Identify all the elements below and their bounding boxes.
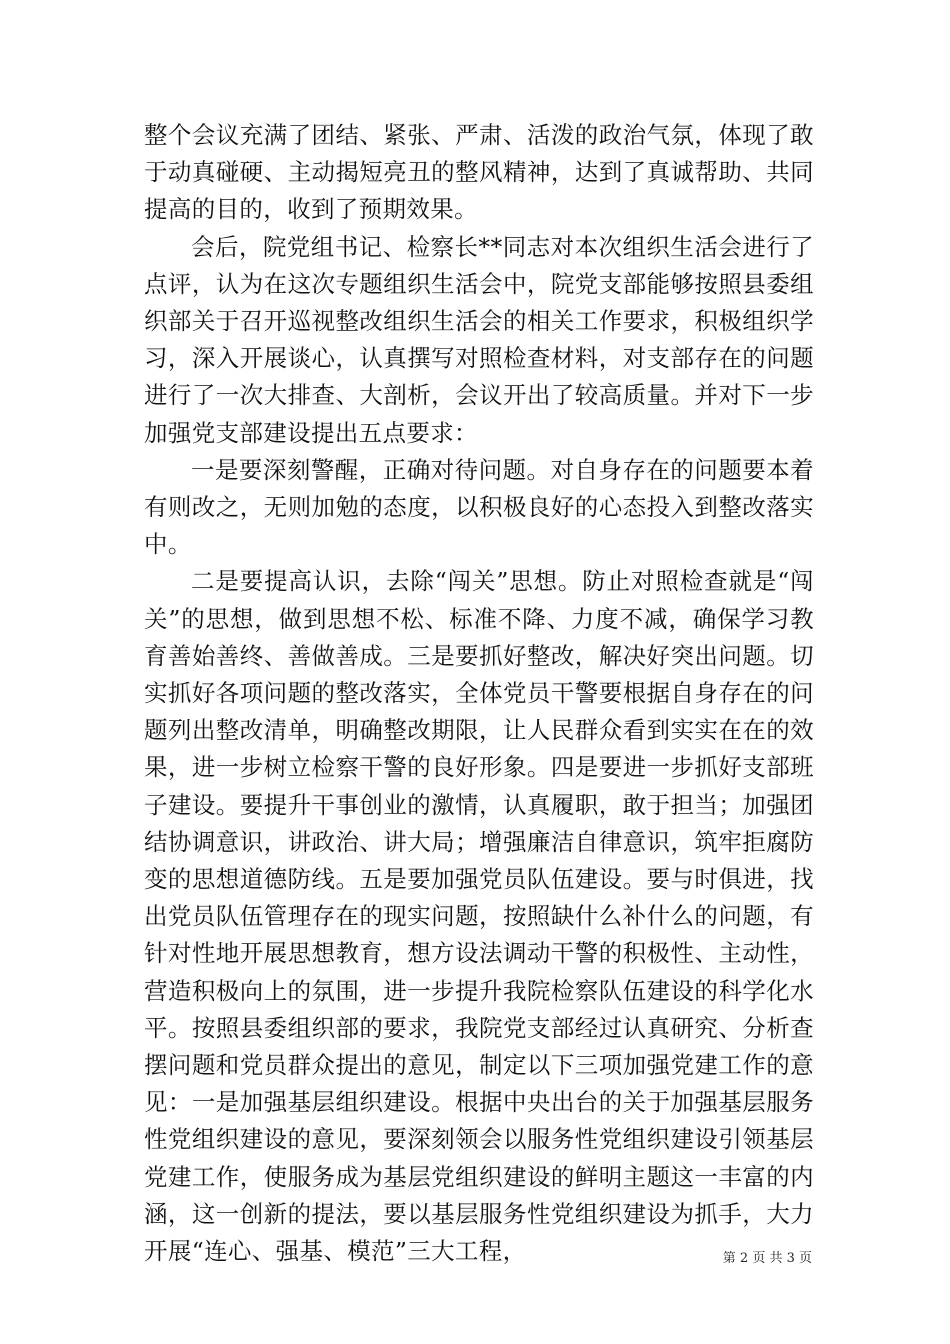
paragraph-3: 一是要深刻警醒，正确对待问题。对自身存在的问题要本着有则改之，无则加勉的态度，以积极良好的心态投入到整改落实中。 bbox=[144, 455, 814, 559]
paragraph-1: 整个会议充满了团结、紧张、严肃、活泼的政治气氛，体现了敢于动真碰硬、主动揭短亮丑的整风精神，达到了真诚帮助、共同提高的目的，收到了预期效果。 bbox=[144, 121, 814, 224]
paragraph-4: 二是要提高认识，去除“闯关”思想。防止对照检查就是“闯关”的思想，做到思想不松、标准不降、力度不减，确保学习教育善始善终、善做善成。三是要抓好整改，解决好突出问题。切实抓好各项问题的整改落实，全体党员干警要根据自身存在的问题列出整改清单，明确整改期限，让人民群众看到实实在在的效果，进一步树立检察干警的良好形象。四是要进一步抓好支部班子建设。要提升干事创业的激情，认真履职，敢于担当；加强团结协调意识，讲政治、讲大局；增强廉洁自律意识，筑牢拒腐防变的思想道德防线。五是要加强党员队伍建设。要与时俱进，找出党员队伍管理存在的现实问题，按照缺什么补什么的问题，有针对性地开展思想教育，想方设法调动干警的积极性、主动性，营造积极向上的氛围，进一步提升我院检察队伍建设的科学化水平。按照县委组织部的要求，我院党支部经过认真研究、分析查摆问题和党员群众提出的意见，制定以下三项加强党建工作的意见：一是加强基层组织建设。根据中央出台的关于加强基层服务性党组织建设的意见，要深刻领会以服务性党组织建设引领基层党建工作，使服务成为基层党组织建设的鲜明主题这一丰富的内涵，这一创新的提法，要以基层服务性党组织建设为抓手，大力开展“连心、强基、模范”三大工程， bbox=[144, 567, 814, 1266]
body-text bbox=[144, 117, 814, 1270]
page-number: 第 2 页 共 3 页 bbox=[722, 1251, 812, 1266]
paragraph-2: 会后，院党组书记、检察长**同志对本次组织生活会进行了点评，认为在这次专题组织生活会中，院党支部能够按照县委组织部关于召开巡视整改组织生活会的相关工作要求，积极组织学习，深入开展谈心，认真撰写对照检查材料，对支部存在的问题进行了一次大排查、大剖析，会议开出了较高质量。并对下一步加强党支部建设提出五点要求： bbox=[144, 232, 814, 447]
